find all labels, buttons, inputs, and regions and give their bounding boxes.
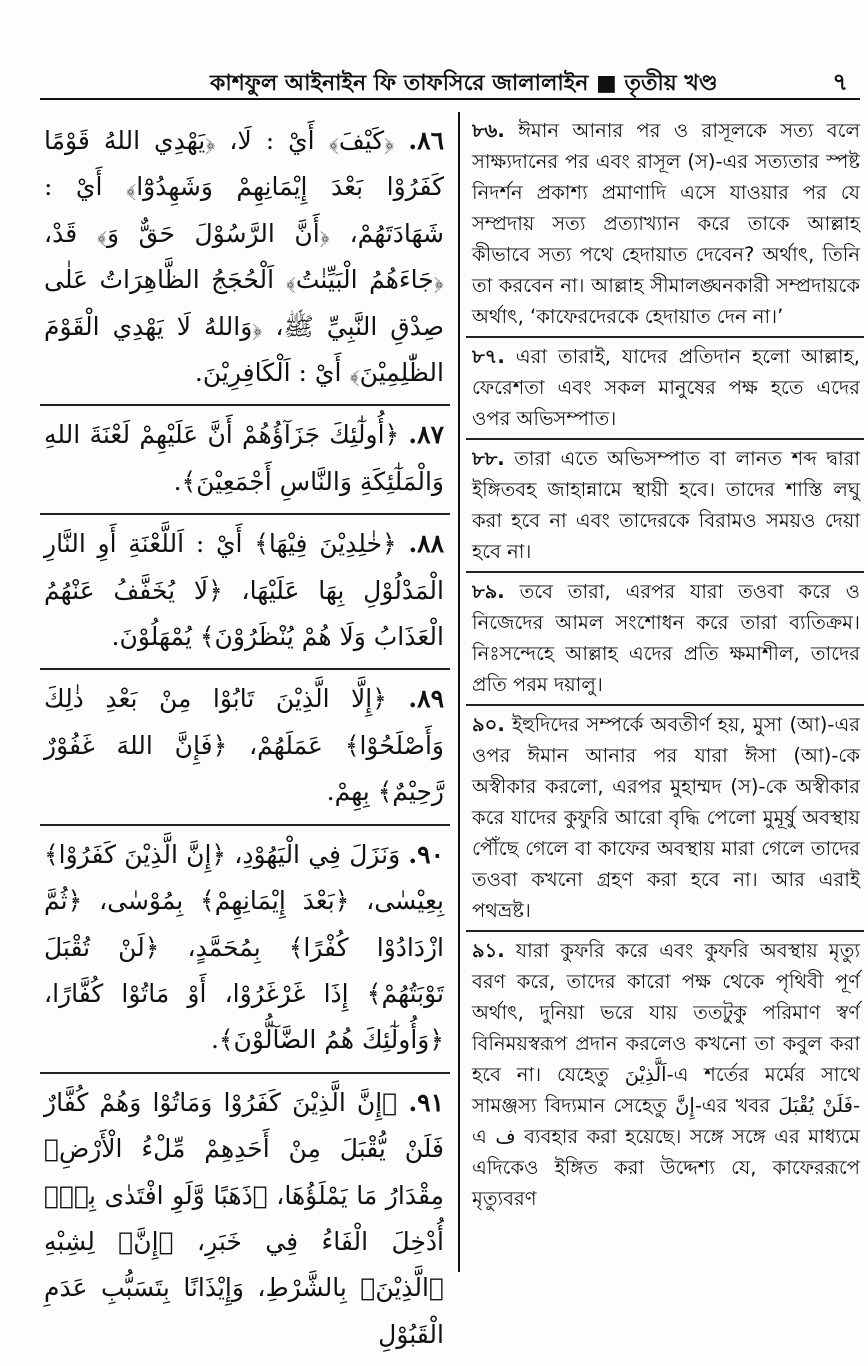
verse-text: ﴿إِلَّا الَّذِيْنَ تَابُوْا مِنْ بَعْدِ ذٰلِكَ وَأَصْلَحُوْا﴾ عَمَلَهُمْ، ﴿فَإِنَّ اللهَ غَفُوْرٌ رَّحِيْمٌ﴾ بِهِمْ. <box>44 684 444 807</box>
arabic-verse-87 <box>40 406 450 515</box>
header-rule <box>40 98 860 100</box>
bengali-translation-89 <box>466 573 864 706</box>
translation-text: ঈমান আনার পর ও রাসূলকে সত্য বলে সাক্ষ্যদানের পর এবং রাসূল (স)-এর সত্যতার স্পষ্ট নিদর্শন প্রকাশ্য প্রমাণাদি এসে যাওয়ার পর যে সম্প্রদায় সত্য প্রত্যাখ্যান করে তাকে আল্লাহ কীভাবে সত্য পথে হেদায়াত দেবেন? অর্থাৎ, তিনি তা করবেন না। আল্লাহ সীমালঙ্ঘনকারী সম্প্রদায়কে অর্থাৎ, ‘কাফেরদেরকে হেদায়াত দেন না।’ <box>472 119 861 328</box>
arabic-verse-88 <box>40 515 450 670</box>
arabic-verse-91 <box>40 1074 450 1366</box>
verse-number: ٨٨. <box>408 529 445 559</box>
verse-number: ٩١. <box>408 1087 445 1117</box>
verse-text: ﴿إِنَّ الَّذِيْنَ كَفَرُوْا وَمَاتُوْا وَهُمْ كُفَّارٌ فَلَنْ يُّقْبَلَ مِنْ أَحَدِهِمْ مِّلْءُ الْأَرْضِ﴾ مِقْدَارُ مَا يَمْلَؤُهَا، ﴿ذَهَبًا وَّلَوِ افْتَدٰى بِهٖ﴾ أُدْخِلَ الْفَاءُ فِي خَبَرِ، ﴿إِنَّ﴾ لِشِبْهِ ﴿الَّذِيْنَ﴾ بِالشَّرْطِ، وَإِيْذَانًا بِتَسَبُّبِ عَدَمِ الْقَبُوْلِ <box>44 1087 444 1349</box>
column-divider <box>458 112 460 1272</box>
verse-number: ٨٧. <box>408 420 444 450</box>
bengali-translation-90 <box>466 706 864 932</box>
verse-text: وَنَزَلَ فِي الْيَهُوْدِ، ﴿إِنَّ الَّذِيْنَ كَفَرُوْا﴾ بِعِيْسٰى، ﴿بَعْدَ إِيْمَانِهِمْ﴾ بِمُوْسٰى، ﴿ثُمَّ ازْدَادُوْا كُفْرًا﴾ بِمُحَمَّدٍ، ﴿لَنْ تُقْبَلَ تَوْبَتُهُمْ﴾ إِذَا غَرْغَرُوْا، أَوْ مَاتُوْا كُفَّارًا، ﴿وَأُولٰٓئِكَ هُمُ الضَّآلُّوْنَ﴾. <box>44 839 444 1055</box>
translation-text: যারা কুফরি করে এবং কুফরি অবস্থায় মৃত্যু বরণ করে, তাদের কারো পক্ষ থেকে পৃথিবী পূর্ণ অর্থাৎ, দুনিয়া ভরে যায় ততটুকু পরিমাণ স্বর্ণ বিনিময়স্বরূপ প্রদান করলেও কখনো তা কবুল করা হবে না। যেহেতু اَلَّذِيْنَ-এ শর্তের মর্মের সাথে সামঞ্জস্য বিদ্যমান সেহেতু إِنَّ-এর খবর فَلَنْ يُقْبَلَ-এ ف ব্যবহার করা হয়েছে। সঙ্গে সঙ্গে এর মাধ্যমে এদিকেও ইঙ্গিত করা উদ্দেশ্য যে, কাফেররূপে মৃত্যুবরণ <box>472 939 861 1210</box>
verse-text: ﴿كَيْفَ﴾ أَيْ : لَا، ﴿يَهْدِي اللهُ قَوْمًا كَفَرُوْا بَعْدَ إِيْمَانِهِمْ وَشَهِدُوْٓا﴾ أَيْ : شَهَادَتَهُمْ، ﴿أَنَّ الرَّسُوْلَ حَقٌّ وَ﴾ قَدْ، ﴿جَاءَهُمُ الْبَيِّنٰتُ﴾ اَلْحُجَجُ الظَّاهِرَاتُ عَلٰى صِدْقِ النَّبِيِّ ﷺ، ﴿وَاللهُ لَا يَهْدِي الْقَوْمَ الظّٰلِمِيْنَ﴾ أَيْ : اَلْكَافِرِيْنَ. <box>44 126 444 388</box>
verse-text: ﴿أُولٰٓئِكَ جَزَآؤُهُمْ أَنَّ عَلَيْهِمْ لَعْنَةَ اللهِ وَالْمَلٰٓئِكَةِ وَالنَّاسِ أَجْمَعِيْنَ﴾. <box>44 420 444 496</box>
verse-number: ٨٩. <box>408 684 444 714</box>
bengali-translation-87 <box>466 338 864 440</box>
translation-number: ৮৬. <box>472 119 505 142</box>
arabic-verse-90 <box>40 826 450 1074</box>
bengali-translation-86 <box>466 112 864 338</box>
arabic-verse-89 <box>40 670 450 825</box>
translation-text: ইহুদিদের সম্পর্কে অবতীর্ণ হয়, মুসা (আ)-এর ওপর ঈমান আনার পর যারা ঈসা (আ)-কে অস্বীকার করলো, এরপর মুহাম্মদ (স)-কে অস্বীকার করে যাদের কুফুরি আরো বৃদ্ধি পেলো মুমূর্ষু অবস্থায় পৌঁছে গেলে বা কাফের অবস্থায় মারা গেলে তাদের তওবা কখনো গ্রহণ করা হবে না। আর এরাই পথভ্রষ্ট। <box>472 713 860 922</box>
translation-number: ৮৮. <box>472 447 505 470</box>
header-title: কাশফুল আইনাইন ফি তাফসিরে জালালাইন ■ তৃতীয় খণ্ড <box>210 71 718 96</box>
arabic-column <box>40 112 450 1349</box>
bengali-translation-88 <box>466 440 864 573</box>
running-header <box>40 60 860 100</box>
translation-number: ৮৯. <box>472 580 505 603</box>
bengali-column <box>466 112 864 1269</box>
translation-number: ৮৭. <box>472 345 505 368</box>
translation-text: তবে তারা, এরপর যারা তওবা করে ও নিজেদের আমল সংশোধন করে তারা ব্যতিক্রম। নিঃসন্দেহে আল্লাহ এদের প্রতি ক্ষমাশীল, তাদের প্রতি পরম দয়ালু। <box>472 580 861 696</box>
translation-text: এরা তারাই, যাদের প্রতিদান হলো আল্লাহ, ফেরেশতা এবং সকল মানুষের পক্ষ হতে এদের ওপর অভিসম্পাত। <box>472 345 860 430</box>
verse-text: ﴿خٰلِدِيْنَ فِيْهَا﴾ أَيْ : اَللَّعْنَةِ أَوِ النَّارِ الْمَدْلُوْلِ بِهَا عَلَيْهَا، ﴿لَا يُخَفَّفُ عَنْهُمُ الْعَذَابُ وَلَا هُمْ يُنْظَرُوْنَ﴾ يُمْهَلُوْنَ. <box>44 529 444 652</box>
arabic-verse-86 <box>40 112 450 406</box>
translation-number: ৯০. <box>472 713 505 736</box>
translation-number: ৯১. <box>472 939 505 962</box>
verse-number: ٨٦. <box>408 126 444 155</box>
page-number: ৭ <box>832 68 848 96</box>
translation-text: তারা এতে অভিসম্পাত বা লানত শব্দ দ্বারা ইঙ্গিতবহ জাহান্নামে স্থায়ী হবে। তাদের শাস্তি লঘু করা হবে না এবং তাদেরকে বিরামও সময়ও দেয়া হবে না। <box>472 447 860 563</box>
verse-number: ٩٠. <box>408 839 444 869</box>
bengali-translation-91 <box>466 932 864 1218</box>
